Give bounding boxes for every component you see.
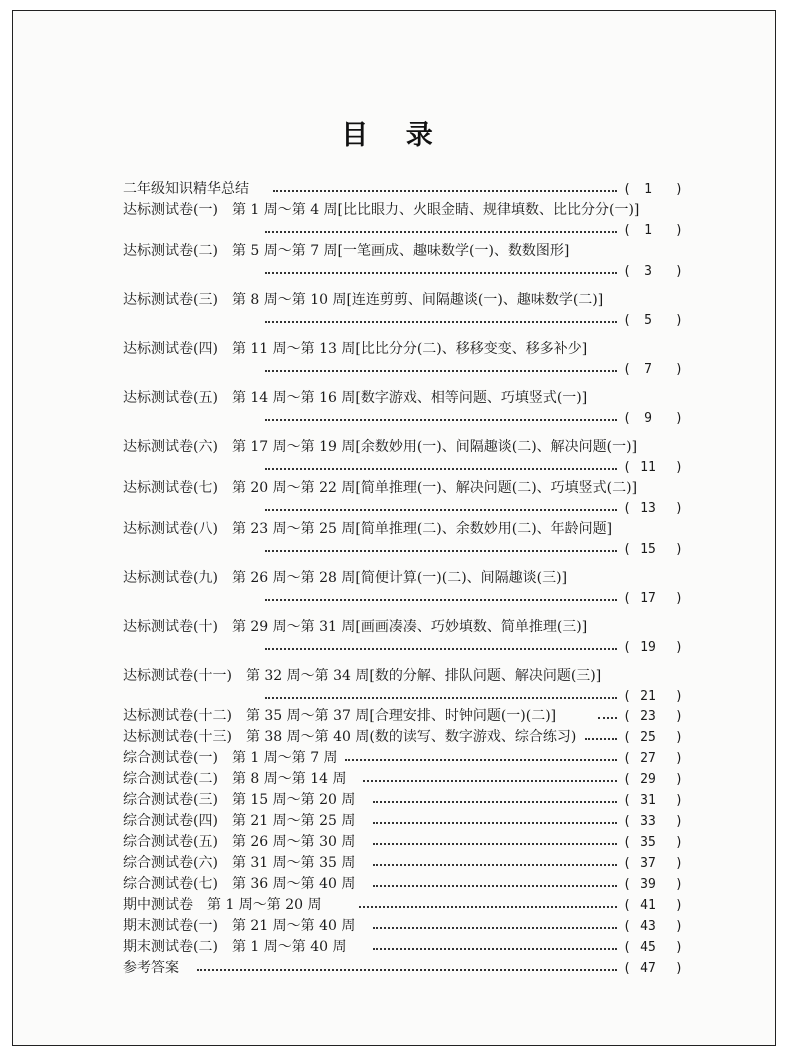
dot-leader xyxy=(197,969,617,971)
dot-leader xyxy=(585,738,617,740)
toc-entry xyxy=(123,478,683,499)
dot-leader xyxy=(598,717,617,719)
entry-desc: 第 1 周～第 4 周[比比眼力、火眼金睛、规律填数、比比分分(一)] xyxy=(231,202,640,218)
entry-desc: 第 26 周～第 28 周[简便计算(一)(二)、间隔趣谈(三)] xyxy=(231,570,568,586)
dot-leader xyxy=(265,272,617,274)
entry-desc: 第 31 周～第 35 周 xyxy=(231,855,356,871)
toc-entry: 综合测试卷(一) 第 1 周～第 7 周 ( 27 ) xyxy=(123,750,683,766)
entry-desc: 第 17 周～第 19 周[余数妙用(一)、间隔趣谈(二)、解决问题(一)] xyxy=(231,439,638,455)
page-title: 目 录 xyxy=(341,120,447,151)
dot-leader xyxy=(265,648,617,650)
document-page xyxy=(12,10,776,1046)
entry-desc: 第 32 周～第 34 周[数的分解、排队问题、解决问题(三)] xyxy=(245,668,602,684)
toc-entry: 综合测试卷(五) 第 26 周～第 30 周 ( 35 ) xyxy=(123,834,683,850)
dot-leader xyxy=(265,370,617,372)
dot-leader xyxy=(265,599,617,601)
entry-name: 达标测试卷(十三) xyxy=(123,729,232,745)
dot-leader xyxy=(363,780,617,782)
dot-leader xyxy=(265,550,617,552)
entry-name: 达标测试卷(十一) xyxy=(123,668,232,684)
dot-leader xyxy=(265,321,617,323)
entry-name: 达标测试卷(七) xyxy=(123,480,218,496)
entry-desc: 第 8 周～第 14 周 xyxy=(231,771,347,787)
entry-name: 达标测试卷(五) xyxy=(123,390,218,406)
toc-entry: 期末测试卷(一) 第 21 周～第 40 周 ( 43 ) xyxy=(123,918,683,934)
toc-entry: 二年级知识精华总结 ( 1 ) xyxy=(123,181,683,197)
toc-entry-continuation: ( 9 ) xyxy=(123,409,683,428)
entry-name: 综合测试卷(一) xyxy=(123,750,218,766)
toc-entry xyxy=(123,437,683,458)
entry-name: 综合测试卷(二) xyxy=(123,771,218,787)
toc-entry-continuation: ( 15 ) xyxy=(123,540,683,559)
entry-name: 综合测试卷(六) xyxy=(123,855,218,871)
toc-entry xyxy=(123,666,683,687)
toc-entry xyxy=(123,290,683,311)
entry-desc: 第 21 周～第 40 周 xyxy=(231,918,356,934)
entry-name: 达标测试卷(一) xyxy=(123,202,218,218)
toc-entry-continuation: ( 5 ) xyxy=(123,311,683,330)
entry-name: 期末测试卷(二) xyxy=(123,939,218,955)
toc-entry xyxy=(123,200,683,221)
dot-leader xyxy=(373,801,617,803)
entry-name: 达标测试卷(四) xyxy=(123,341,218,357)
dot-leader xyxy=(373,864,617,866)
entry-desc: 第 1 周～第 20 周 xyxy=(207,897,322,913)
dot-leader xyxy=(265,419,617,421)
entry-desc: 第 23 周～第 25 周[简单推理(二)、余数妙用(二)、年龄问题] xyxy=(231,521,613,537)
dot-leader xyxy=(273,190,617,192)
entry-name: 达标测试卷(六) xyxy=(123,439,218,455)
toc-entry: 达标测试卷(十二) 第 35 周～第 37 周[合理安排、时钟问题(一)(二)] ( 23 ) xyxy=(123,708,683,724)
entry-desc: 第 26 周～第 30 周 xyxy=(231,834,356,850)
toc-entry: 参考答案 ( 47 ) xyxy=(123,960,683,976)
dot-leader xyxy=(265,509,617,511)
dot-leader xyxy=(345,759,617,761)
toc-entry-continuation: ( 17 ) xyxy=(123,589,683,608)
entry-name: 达标测试卷(十二) xyxy=(123,708,232,724)
entry-desc: 第 29 周～第 31 周[画画凑凑、巧妙填数、简单推理(三)] xyxy=(231,619,588,635)
toc-entry xyxy=(123,388,683,409)
toc-entry xyxy=(123,519,683,540)
entry-desc: 第 5 周～第 7 周[一笔画成、趣味数学(一)、数数图形] xyxy=(231,243,570,259)
entry-desc: 第 35 周～第 37 周[合理安排、时钟问题(一)(二)] xyxy=(245,708,557,724)
entry-desc: 第 38 周～第 40 周(数的读写、数字游戏、综合练习) xyxy=(245,729,577,745)
entry-desc: 第 8 周～第 10 周[连连剪剪、间隔趣谈(一)、趣味数学(二)] xyxy=(231,292,604,308)
entry-name: 二年级知识精华总结 xyxy=(123,181,249,197)
entry-desc: 第 20 周～第 22 周[简单推理(一)、解决问题(二)、巧填竖式(二)] xyxy=(231,480,638,496)
toc-entry-continuation: ( 11 ) xyxy=(123,458,683,477)
toc-entry xyxy=(123,568,683,589)
entry-name: 达标测试卷(八) xyxy=(123,521,218,537)
table-of-contents xyxy=(123,179,683,979)
entry-desc: 第 15 周～第 20 周 xyxy=(231,792,356,808)
toc-entry-continuation: ( 1 ) xyxy=(123,221,683,240)
entry-name: 综合测试卷(三) xyxy=(123,792,218,808)
entry-desc: 第 1 周～第 7 周 xyxy=(231,750,338,766)
toc-entry-continuation: ( 3 ) xyxy=(123,262,683,281)
toc-entry: 期中测试卷 第 1 周～第 20 周 ( 41 ) xyxy=(123,897,683,913)
entry-name: 综合测试卷(四) xyxy=(123,813,218,829)
entry-name: 综合测试卷(五) xyxy=(123,834,218,850)
entry-name: 参考答案 xyxy=(123,960,179,976)
entry-name: 达标测试卷(三) xyxy=(123,292,218,308)
entry-name: 达标测试卷(九) xyxy=(123,570,218,586)
entry-desc: 第 1 周～第 40 周 xyxy=(231,939,347,955)
toc-entry-continuation: ( 19 ) xyxy=(123,638,683,657)
toc-entry-continuation: ( 21 ) xyxy=(123,687,683,706)
toc-entry xyxy=(123,339,683,360)
dot-leader xyxy=(265,231,617,233)
entry-name: 综合测试卷(七) xyxy=(123,876,218,892)
dot-leader xyxy=(265,697,617,699)
entry-name: 达标测试卷(二) xyxy=(123,243,218,259)
toc-entry-continuation: ( 13 ) xyxy=(123,499,683,518)
toc-entry: 综合测试卷(七) 第 36 周～第 40 周 ( 39 ) xyxy=(123,876,683,892)
toc-entry: 达标测试卷(十三) 第 38 周～第 40 周(数的读写、数字游戏、综合练习) ( 25 ) xyxy=(123,729,683,745)
dot-leader xyxy=(373,927,617,929)
toc-entry xyxy=(123,617,683,638)
toc-entry: 综合测试卷(三) 第 15 周～第 20 周 ( 31 ) xyxy=(123,792,683,808)
toc-entry: 期末测试卷(二) 第 1 周～第 40 周 ( 45 ) xyxy=(123,939,683,955)
entry-desc: 第 21 周～第 25 周 xyxy=(231,813,356,829)
toc-entry xyxy=(123,241,683,262)
dot-leader xyxy=(373,843,617,845)
dot-leader xyxy=(373,948,617,950)
dot-leader xyxy=(373,885,617,887)
toc-entry-continuation: ( 7 ) xyxy=(123,360,683,379)
entry-name: 期末测试卷(一) xyxy=(123,918,218,934)
toc-entry: 综合测试卷(四) 第 21 周～第 25 周 ( 33 ) xyxy=(123,813,683,829)
dot-leader xyxy=(373,822,617,824)
entry-name: 达标测试卷(十) xyxy=(123,619,218,635)
toc-entry: 综合测试卷(六) 第 31 周～第 35 周 ( 37 ) xyxy=(123,855,683,871)
entry-desc: 第 14 周～第 16 周[数字游戏、相等问题、巧填竖式(一)] xyxy=(231,390,588,406)
entry-desc: 第 36 周～第 40 周 xyxy=(231,876,356,892)
dot-leader xyxy=(359,906,617,908)
dot-leader xyxy=(265,468,617,470)
entry-name: 期中测试卷 xyxy=(123,897,193,913)
toc-entry: 综合测试卷(二) 第 8 周～第 14 周 ( 29 ) xyxy=(123,771,683,787)
entry-desc: 第 11 周～第 13 周[比比分分(二)、移移变变、移多补少] xyxy=(231,341,588,357)
